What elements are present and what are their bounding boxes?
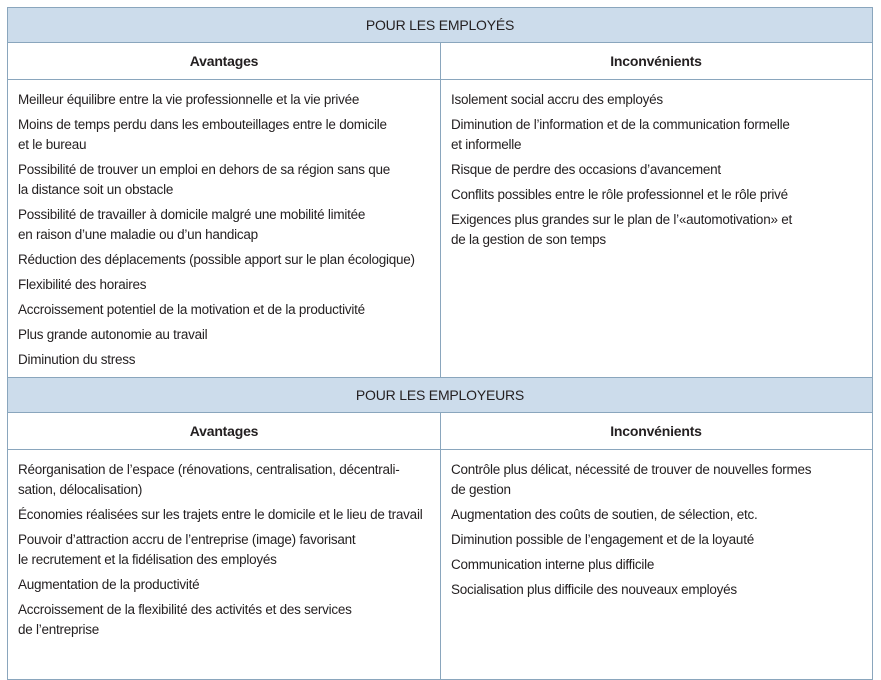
comparison-table — [7, 7, 873, 680]
avantages-cell — [8, 450, 441, 679]
list-item: Diminution du stress — [18, 352, 136, 367]
list-item: Socialisation plus difficile des nouveaux employés — [451, 582, 737, 597]
avantages-list — [18, 90, 430, 370]
inconvenients-cell — [441, 450, 871, 679]
list-item: Moins de temps perdu dans les embouteillages entre le domicile et le bureau — [18, 117, 387, 152]
list-item: Risque de perdre des occasions d’avancement — [451, 162, 721, 177]
list-item: Diminution de l’information et de la communication formelle et informelle — [451, 117, 790, 152]
column-header-inconvenients: Inconvénients — [610, 423, 702, 439]
list-item: Pouvoir d’attraction accru de l’entreprise (image) favorisant le recrutement et la fidélisation des employés — [18, 532, 356, 567]
list-item: Exigences plus grandes sur le plan de l’«automotivation» et de la gestion de son temps — [451, 212, 792, 247]
list-item: Meilleur équilibre entre la vie professionnelle et la vie privée — [18, 92, 360, 107]
column-header-avantages: Avantages — [8, 413, 441, 449]
column-headers-employeurs — [8, 413, 872, 450]
list-item: Diminution possible de l’engagement et de la loyauté — [451, 532, 754, 547]
column-header-inconvenients: Inconvénients — [610, 53, 702, 69]
section-header-employes: POUR LES EMPLOYÉS — [8, 8, 872, 43]
list-item: Réorganisation de l’espace (rénovations, centralisation, décentrali- sation, délocalisation) — [18, 462, 400, 497]
column-header-avantages: Avantages — [8, 43, 441, 79]
list-item: Conflits possibles entre le rôle professionnel et le rôle privé — [451, 187, 788, 202]
list-item: Réduction des déplacements (possible apport sur le plan écologique) — [18, 252, 415, 267]
inconvenients-cell — [441, 80, 871, 377]
list-item: Possibilité de trouver un emploi en dehors de sa région sans que la distance soit un obstacle — [18, 162, 390, 197]
list-item: Accroissement de la flexibilité des activités et des services de l’entreprise — [18, 602, 352, 637]
inconvenients-list — [451, 90, 861, 250]
list-item: Économies réalisées sur les trajets entre le domicile et le lieu de travail — [18, 507, 423, 522]
list-item: Augmentation de la productivité — [18, 577, 200, 592]
table-row-employeurs — [8, 450, 872, 679]
list-item: Flexibilité des horaires — [18, 277, 147, 292]
list-item: Accroissement potentiel de la motivation et de la productivité — [18, 302, 365, 317]
column-headers-employes — [8, 43, 872, 80]
list-item: Plus grande autonomie au travail — [18, 327, 208, 342]
table-row-employes — [8, 80, 872, 378]
list-item: Possibilité de travailler à domicile malgré une mobilité limitée en raison d’une maladie ou d’un handicap — [18, 207, 366, 242]
avantages-cell — [8, 80, 441, 377]
section-header-employeurs: POUR LES EMPLOYEURS — [8, 378, 872, 413]
avantages-list — [18, 460, 430, 640]
list-item: Isolement social accru des employés — [451, 92, 663, 107]
list-item: Communication interne plus difficile — [451, 557, 655, 572]
list-item: Contrôle plus délicat, nécessité de trouver de nouvelles formes de gestion — [451, 462, 812, 497]
list-item: Augmentation des coûts de soutien, de sélection, etc. — [451, 507, 758, 522]
inconvenients-list — [451, 460, 861, 600]
